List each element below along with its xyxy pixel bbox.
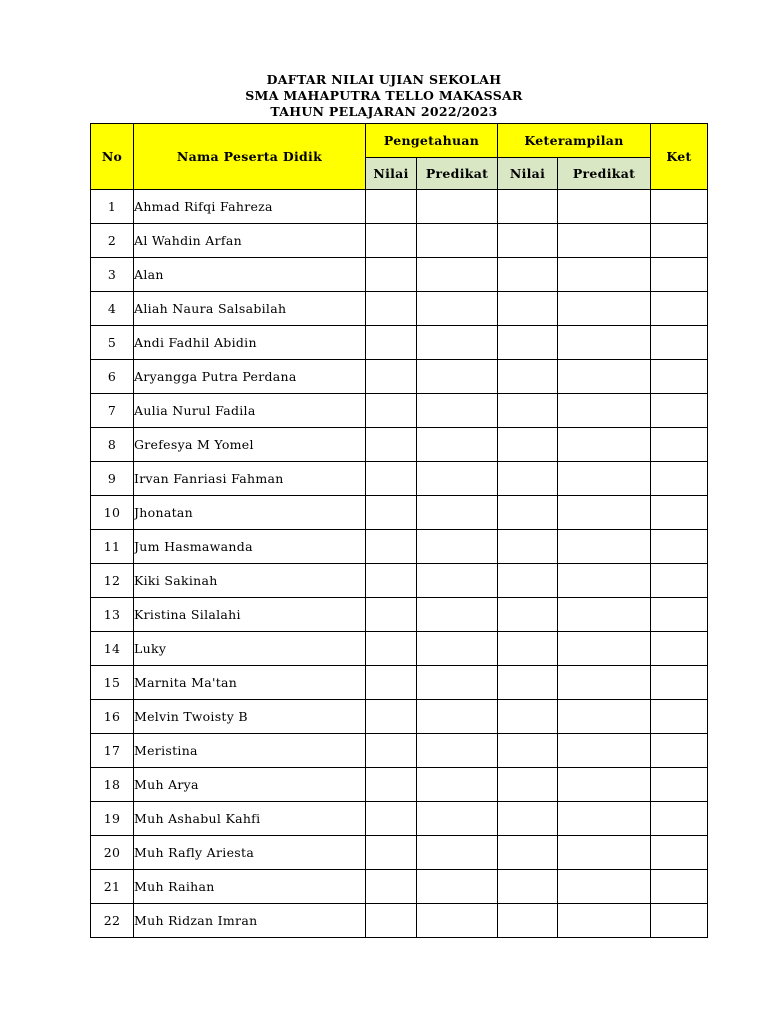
ket-cell [651,564,708,598]
student-name: Muh Ashabul Kahfi [134,802,366,836]
knowledge-score-cell [366,326,417,360]
student-name: Jum Hasmawanda [134,530,366,564]
knowledge-predicate-cell [417,870,498,904]
skills-predicate-cell [558,836,651,870]
ket-cell [651,734,708,768]
knowledge-predicate-cell [417,258,498,292]
header-skills-predicate: Predikat [558,158,651,190]
table-row [91,326,708,360]
skills-predicate-cell [558,734,651,768]
knowledge-predicate-cell [417,360,498,394]
header-skills-score: Nilai [498,158,558,190]
knowledge-score-cell [366,700,417,734]
student-name: Kristina Silalahi [134,598,366,632]
ket-cell [651,190,708,224]
skills-score-cell [498,700,558,734]
table-body [91,190,708,938]
knowledge-predicate-cell [417,598,498,632]
header-skills: Keterampilan [498,124,651,158]
row-number: 15 [91,666,134,700]
skills-predicate-cell [558,598,651,632]
table-row [91,462,708,496]
header-ket: Ket [651,124,708,190]
student-name: Muh Arya [134,768,366,802]
skills-predicate-cell [558,870,651,904]
skills-score-cell [498,326,558,360]
table-row [91,258,708,292]
table-row [91,666,708,700]
table-row [91,598,708,632]
row-number: 2 [91,224,134,258]
row-number: 11 [91,530,134,564]
row-number: 19 [91,802,134,836]
header-knowledge-predicate: Predikat [417,158,498,190]
row-number: 1 [91,190,134,224]
row-number: 18 [91,768,134,802]
table-row [91,190,708,224]
ket-cell [651,530,708,564]
row-number: 13 [91,598,134,632]
knowledge-predicate-cell [417,564,498,598]
knowledge-score-cell [366,360,417,394]
knowledge-score-cell [366,768,417,802]
student-name: Andi Fadhil Abidin [134,326,366,360]
skills-score-cell [498,598,558,632]
knowledge-predicate-cell [417,802,498,836]
knowledge-predicate-cell [417,292,498,326]
ket-cell [651,768,708,802]
skills-score-cell [498,768,558,802]
ket-cell [651,496,708,530]
row-number: 6 [91,360,134,394]
ket-cell [651,292,708,326]
skills-score-cell [498,734,558,768]
skills-predicate-cell [558,360,651,394]
table-row [91,530,708,564]
knowledge-predicate-cell [417,428,498,462]
knowledge-predicate-cell [417,734,498,768]
knowledge-predicate-cell [417,496,498,530]
skills-score-cell [498,462,558,496]
knowledge-score-cell [366,190,417,224]
skills-score-cell [498,836,558,870]
knowledge-predicate-cell [417,190,498,224]
knowledge-predicate-cell [417,632,498,666]
table-row [91,292,708,326]
knowledge-predicate-cell [417,530,498,564]
document-title [0,72,768,120]
ket-cell [651,360,708,394]
knowledge-score-cell [366,836,417,870]
ket-cell [651,428,708,462]
skills-predicate-cell [558,292,651,326]
skills-score-cell [498,258,558,292]
row-number: 7 [91,394,134,428]
student-name: Melvin Twoisty B [134,700,366,734]
knowledge-predicate-cell [417,666,498,700]
row-number: 3 [91,258,134,292]
skills-predicate-cell [558,802,651,836]
ket-cell [651,258,708,292]
knowledge-score-cell [366,904,417,938]
row-number: 17 [91,734,134,768]
knowledge-predicate-cell [417,462,498,496]
student-name: Alan [134,258,366,292]
table-row [91,632,708,666]
skills-predicate-cell [558,428,651,462]
skills-score-cell [498,496,558,530]
skills-score-cell [498,190,558,224]
header-knowledge: Pengetahuan [366,124,498,158]
ket-cell [651,462,708,496]
student-name: Luky [134,632,366,666]
row-number: 16 [91,700,134,734]
grades-table [90,123,708,938]
student-name: Ahmad Rifqi Fahreza [134,190,366,224]
ket-cell [651,904,708,938]
knowledge-predicate-cell [417,836,498,870]
table-row [91,768,708,802]
ket-cell [651,598,708,632]
knowledge-score-cell [366,734,417,768]
skills-score-cell [498,666,558,700]
skills-score-cell [498,802,558,836]
skills-score-cell [498,428,558,462]
ket-cell [651,802,708,836]
knowledge-predicate-cell [417,700,498,734]
skills-predicate-cell [558,666,651,700]
knowledge-score-cell [366,802,417,836]
skills-predicate-cell [558,632,651,666]
row-number: 12 [91,564,134,598]
row-number: 14 [91,632,134,666]
skills-score-cell [498,360,558,394]
skills-predicate-cell [558,394,651,428]
skills-predicate-cell [558,462,651,496]
student-name: Muh Ridzan Imran [134,904,366,938]
ket-cell [651,394,708,428]
header-no: No [91,124,134,190]
knowledge-score-cell [366,496,417,530]
knowledge-predicate-cell [417,326,498,360]
row-number: 22 [91,904,134,938]
table-row [91,428,708,462]
student-name: Meristina [134,734,366,768]
knowledge-predicate-cell [417,904,498,938]
title-line-3: TAHUN PELAJARAN 2022/2023 [270,104,498,119]
skills-score-cell [498,632,558,666]
table-row [91,700,708,734]
table-row [91,802,708,836]
skills-score-cell [498,394,558,428]
skills-predicate-cell [558,530,651,564]
knowledge-score-cell [366,564,417,598]
knowledge-score-cell [366,258,417,292]
ket-cell [651,870,708,904]
table-row [91,360,708,394]
knowledge-score-cell [366,428,417,462]
skills-predicate-cell [558,564,651,598]
student-name: Kiki Sakinah [134,564,366,598]
table-row [91,394,708,428]
student-name: Al Wahdin Arfan [134,224,366,258]
row-number: 8 [91,428,134,462]
knowledge-predicate-cell [417,394,498,428]
student-name: Aliah Naura Salsabilah [134,292,366,326]
knowledge-predicate-cell [417,768,498,802]
skills-predicate-cell [558,258,651,292]
skills-predicate-cell [558,326,651,360]
knowledge-score-cell [366,598,417,632]
row-number: 20 [91,836,134,870]
knowledge-score-cell [366,462,417,496]
title-line-2: SMA MAHAPUTRA TELLO MAKASSAR [245,88,523,103]
student-name: Irvan Fanriasi Fahman [134,462,366,496]
knowledge-score-cell [366,530,417,564]
row-number: 9 [91,462,134,496]
student-name: Muh Raihan [134,870,366,904]
student-name: Muh Rafly Ariesta [134,836,366,870]
ket-cell [651,836,708,870]
student-name: Grefesya M Yomel [134,428,366,462]
skills-score-cell [498,292,558,326]
table-row [91,836,708,870]
table-row [91,564,708,598]
skills-predicate-cell [558,904,651,938]
row-number: 5 [91,326,134,360]
student-name: Marnita Ma'tan [134,666,366,700]
skills-score-cell [498,904,558,938]
skills-predicate-cell [558,700,651,734]
skills-score-cell [498,564,558,598]
table-row [91,904,708,938]
knowledge-score-cell [366,870,417,904]
table-row [91,734,708,768]
header-knowledge-score: Nilai [366,158,417,190]
row-number: 21 [91,870,134,904]
row-number: 10 [91,496,134,530]
skills-predicate-cell [558,768,651,802]
table-row [91,224,708,258]
row-number: 4 [91,292,134,326]
knowledge-score-cell [366,632,417,666]
skills-score-cell [498,530,558,564]
ket-cell [651,666,708,700]
skills-predicate-cell [558,496,651,530]
skills-predicate-cell [558,224,651,258]
knowledge-score-cell [366,666,417,700]
knowledge-score-cell [366,394,417,428]
knowledge-score-cell [366,292,417,326]
table-row [91,870,708,904]
ket-cell [651,224,708,258]
skills-predicate-cell [558,190,651,224]
knowledge-score-cell [366,224,417,258]
student-name: Aryangga Putra Perdana [134,360,366,394]
title-line-1: DAFTAR NILAI UJIAN SEKOLAH [266,72,502,87]
skills-score-cell [498,870,558,904]
table-header [91,124,708,190]
ket-cell [651,632,708,666]
knowledge-predicate-cell [417,224,498,258]
header-student-name: Nama Peserta Didik [134,124,366,190]
ket-cell [651,700,708,734]
student-name: Aulia Nurul Fadila [134,394,366,428]
table-row [91,496,708,530]
skills-score-cell [498,224,558,258]
student-name: Jhonatan [134,496,366,530]
ket-cell [651,326,708,360]
